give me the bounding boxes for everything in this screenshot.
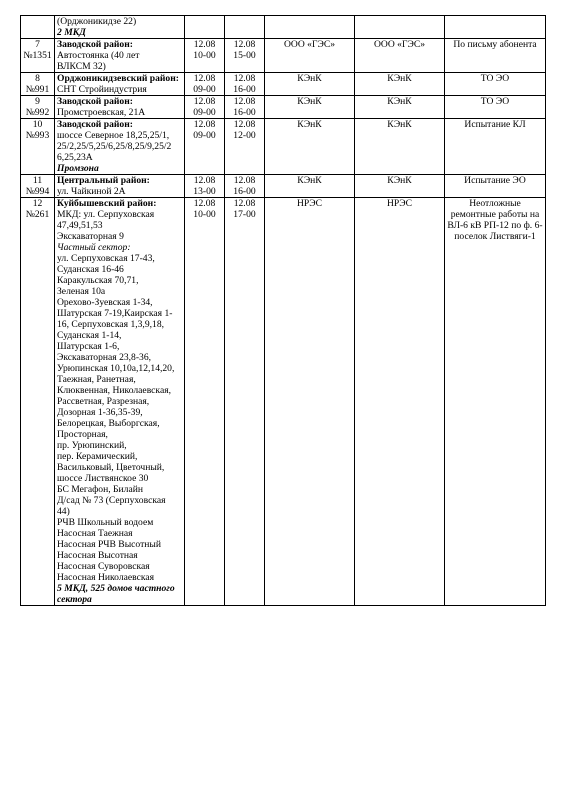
address-line: Каракульская 70,71, bbox=[57, 275, 139, 286]
end-datetime-cell bbox=[225, 175, 265, 198]
address-line: 25/2,25/5,25/6,25/8,25/9,25/2 bbox=[57, 141, 172, 152]
end-date: 12.08 bbox=[233, 73, 256, 84]
outage-schedule-table bbox=[20, 15, 546, 606]
start-datetime-cell bbox=[185, 119, 225, 175]
start-date: 12.08 bbox=[193, 175, 216, 186]
end-time: 16-00 bbox=[233, 84, 256, 95]
address-line: 5 МКД, 525 домов частного bbox=[57, 583, 175, 594]
executor-org-cell: НРЭС bbox=[265, 198, 355, 606]
start-time: 10-00 bbox=[193, 209, 216, 220]
address-line: Орехово-Зуевская 1-34, bbox=[57, 297, 153, 308]
end-time: 17-00 bbox=[233, 209, 256, 220]
address-line: Заводской район: bbox=[57, 119, 133, 130]
address-line: Заводской район: bbox=[57, 96, 133, 107]
address-line: 47,49,51,53 bbox=[57, 220, 103, 231]
row-number: 9 bbox=[35, 96, 40, 107]
row-number-cell bbox=[21, 16, 55, 39]
address-line: Насосная РЧВ Высотный bbox=[57, 539, 161, 550]
row-number-cell bbox=[21, 39, 55, 73]
address-line: Васильковый, Цветочный, bbox=[57, 462, 165, 473]
end-date: 12.08 bbox=[233, 175, 256, 186]
row-number: 12 bbox=[32, 198, 43, 209]
address-cell bbox=[55, 73, 185, 96]
start-date: 12.08 bbox=[193, 73, 216, 84]
address-cell bbox=[55, 119, 185, 175]
end-datetime-cell bbox=[225, 39, 265, 73]
request-id: №993 bbox=[25, 130, 50, 141]
start-time: 13-00 bbox=[193, 186, 216, 197]
executor-org-cell: КЭнК bbox=[265, 96, 355, 119]
end-time: 16-00 bbox=[233, 186, 256, 197]
address-cell bbox=[55, 39, 185, 73]
address-line: Промстроевская, 21А bbox=[57, 107, 146, 118]
address-line: пер. Керамический, bbox=[57, 451, 138, 462]
end-time: 16-00 bbox=[233, 107, 256, 118]
executor-org-cell: КЭнК bbox=[265, 119, 355, 175]
start-datetime-cell bbox=[185, 73, 225, 96]
owner-org-cell: ООО «ГЭС» bbox=[355, 39, 445, 73]
address-line: 6,25,23А bbox=[57, 152, 93, 163]
reason-cell bbox=[445, 96, 546, 119]
reason-cell bbox=[445, 73, 546, 96]
executor-org-cell: КЭнК bbox=[265, 73, 355, 96]
executor-org-cell: КЭнК bbox=[265, 175, 355, 198]
address-line: Белорецкая, Выборгская, bbox=[57, 418, 160, 429]
address-line: Частный сектор: bbox=[57, 242, 131, 253]
owner-org-cell: КЭнК bbox=[355, 73, 445, 96]
end-datetime-cell bbox=[225, 198, 265, 606]
address-line: Насосная Таежная bbox=[57, 528, 133, 539]
start-datetime-cell bbox=[185, 96, 225, 119]
address-cell bbox=[55, 175, 185, 198]
start-date: 12.08 bbox=[193, 198, 216, 209]
address-line: ул. Серпуховская 17-43, bbox=[57, 253, 155, 264]
reason-cell bbox=[445, 16, 546, 39]
row-number-cell bbox=[21, 73, 55, 96]
owner-org-cell: КЭнК bbox=[355, 96, 445, 119]
start-datetime-cell bbox=[185, 175, 225, 198]
row-number: 11 bbox=[32, 175, 43, 186]
reason-text: ТО ЭО bbox=[480, 96, 510, 107]
table-body bbox=[21, 16, 546, 606]
address-line: ул. Чайкиной 2А bbox=[57, 186, 126, 197]
table-row bbox=[21, 198, 546, 606]
address-line: Рассветная, Разрезная, bbox=[57, 396, 150, 407]
address-line: БС Мегафон, Билайн bbox=[57, 484, 143, 495]
address-line: Промзона bbox=[57, 163, 99, 174]
row-number-cell bbox=[21, 96, 55, 119]
address-line: Шатурская 7-19,Каирская 1- bbox=[57, 308, 173, 319]
reason-text: Испытание КЛ bbox=[464, 119, 526, 130]
address-line: (Орджоникидзе 22) bbox=[57, 16, 137, 27]
table-row bbox=[21, 16, 546, 39]
address-line: Насосная Суворовская bbox=[57, 561, 150, 572]
row-number-cell bbox=[21, 119, 55, 175]
address-line: Зеленая 10а bbox=[57, 286, 106, 297]
address-cell bbox=[55, 96, 185, 119]
table-row bbox=[21, 119, 546, 175]
address-line: Урюпинская 10,10а,12,14,20, bbox=[57, 363, 175, 374]
address-cell bbox=[55, 198, 185, 606]
address-line: Таежная, Ранетная, bbox=[57, 374, 136, 385]
executor-org-cell: ООО «ГЭС» bbox=[265, 39, 355, 73]
address-line: Просторная, bbox=[57, 429, 108, 440]
address-line: Куйбышевский район: bbox=[57, 198, 157, 209]
start-time: 09-00 bbox=[193, 84, 216, 95]
address-line: сектора bbox=[57, 594, 92, 605]
row-number-cell bbox=[21, 198, 55, 606]
request-id: №1351 bbox=[23, 50, 52, 61]
reason-cell bbox=[445, 39, 546, 73]
row-number: 7 bbox=[35, 39, 40, 50]
address-line: пр. Урюпинский, bbox=[57, 440, 127, 451]
address-line: ВЛКСМ 32) bbox=[57, 61, 106, 72]
address-line: Орджоникидзевский район: bbox=[57, 73, 179, 84]
owner-org-cell: НРЭС bbox=[355, 198, 445, 606]
end-date: 12.08 bbox=[233, 198, 256, 209]
start-time: 10-00 bbox=[193, 50, 216, 61]
address-line: 44) bbox=[57, 506, 70, 517]
request-id: №992 bbox=[25, 107, 50, 118]
owner-org-cell: КЭнК bbox=[355, 119, 445, 175]
end-date: 12.08 bbox=[233, 96, 256, 107]
reason-cell bbox=[445, 119, 546, 175]
row-number: 10 bbox=[32, 119, 43, 130]
address-line: Шатурская 1-6, bbox=[57, 341, 120, 352]
table-row bbox=[21, 73, 546, 96]
table-row bbox=[21, 96, 546, 119]
address-line: Автостоянка (40 лет bbox=[57, 50, 140, 61]
reason-text: По письму абонента bbox=[453, 39, 537, 50]
end-datetime-cell bbox=[225, 119, 265, 175]
address-line: Экскаваторная 9 bbox=[57, 231, 124, 242]
reason-text: Испытание ЭО bbox=[464, 175, 526, 186]
end-date: 12.08 bbox=[233, 119, 256, 130]
address-line: шоссе Листвянское 30 bbox=[57, 473, 149, 484]
address-line: Центральный район: bbox=[57, 175, 150, 186]
address-line: РЧВ Школьный водоем bbox=[57, 517, 154, 528]
reason-cell bbox=[445, 175, 546, 198]
table-row bbox=[21, 175, 546, 198]
start-date: 12.08 bbox=[193, 119, 216, 130]
end-datetime-cell bbox=[225, 16, 265, 39]
request-id: №991 bbox=[25, 84, 50, 95]
start-datetime-cell bbox=[185, 198, 225, 606]
owner-org-cell bbox=[355, 16, 445, 39]
address-line: СНТ Стройиндустрия bbox=[57, 84, 147, 95]
end-datetime-cell bbox=[225, 73, 265, 96]
address-line: Экскаваторная 23,8-36, bbox=[57, 352, 152, 363]
request-id: №261 bbox=[25, 209, 50, 220]
end-date: 12.08 bbox=[233, 39, 256, 50]
start-date: 12.08 bbox=[193, 39, 216, 50]
address-line: Заводской район: bbox=[57, 39, 133, 50]
table-row bbox=[21, 39, 546, 73]
row-number: 8 bbox=[35, 73, 40, 84]
address-line: Насосная Высотная bbox=[57, 550, 138, 561]
start-datetime-cell bbox=[185, 39, 225, 73]
reason-text: Неотложные ремонтные работы на ВЛ-6 кВ РП-12 по ф. 6-поселок Листвяги-1 bbox=[447, 198, 543, 242]
start-datetime-cell bbox=[185, 16, 225, 39]
start-time: 09-00 bbox=[193, 130, 216, 141]
address-line: Насосная Николаевская bbox=[57, 572, 155, 583]
row-number-cell bbox=[21, 175, 55, 198]
request-id: №994 bbox=[25, 186, 50, 197]
address-line: Суданская 16-46 bbox=[57, 264, 124, 275]
address-line: Клюквенная, Николаевская, bbox=[57, 385, 172, 396]
owner-org-cell: КЭнК bbox=[355, 175, 445, 198]
end-time: 15-00 bbox=[233, 50, 256, 61]
start-time: 09-00 bbox=[193, 107, 216, 118]
address-line: Д/сад № 73 (Серпуховская bbox=[57, 495, 166, 506]
address-line: Дозорная 1-36,35-39, bbox=[57, 407, 143, 418]
end-time: 12-00 bbox=[233, 130, 256, 141]
address-line: 16, Серпуховская 1,3,9,18, bbox=[57, 319, 165, 330]
address-line: 2 МКД bbox=[57, 27, 86, 38]
start-date: 12.08 bbox=[193, 96, 216, 107]
reason-text: ТО ЭО bbox=[480, 73, 510, 84]
executor-org-cell bbox=[265, 16, 355, 39]
address-cell bbox=[55, 16, 185, 39]
reason-cell bbox=[445, 198, 546, 606]
address-line: Суданская 1-14, bbox=[57, 330, 122, 341]
address-line: МКД: ул. Серпуховская bbox=[57, 209, 155, 220]
address-line: шоссе Северное 18,25,25/1, bbox=[57, 130, 170, 141]
end-datetime-cell bbox=[225, 96, 265, 119]
